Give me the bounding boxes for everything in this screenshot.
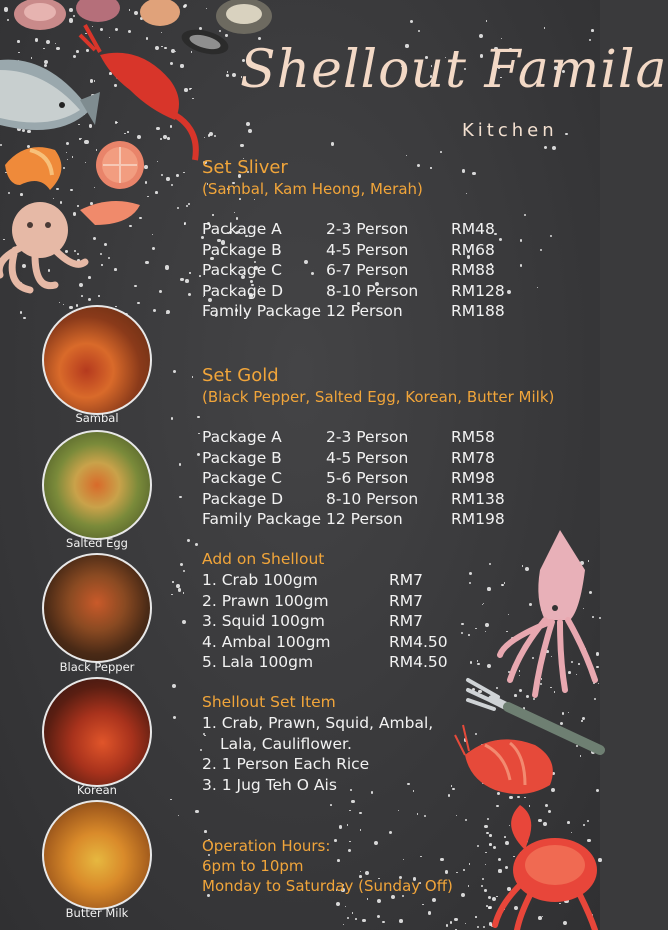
package-persons: 4-5 Person [326,240,409,259]
speckle-dot [540,249,542,251]
package-price: RM98 [451,469,495,487]
speckle-dot [520,239,522,241]
speckle-dot [182,620,186,624]
speckle-dot [477,663,479,665]
speckle-dot [20,311,22,313]
speckle-dot [198,433,200,435]
speckle-dot [537,287,538,288]
speckle-dot [197,453,200,456]
operation-hours-time: 6pm to 10pm [202,857,304,875]
speckle-dot [197,416,199,418]
speckle-dot [489,563,491,565]
package-name: Package A [202,220,282,238]
speckle-dot [330,804,332,806]
speckle-dot [482,878,485,881]
package-name: Package C [202,469,282,487]
speckle-dot [456,872,457,873]
speckle-dot [115,306,116,307]
speckle-dot [488,896,491,899]
speckle-dot [352,912,354,914]
speckle-dot [446,924,449,927]
addon-price: RM4.50 [389,632,448,651]
speckle-dot [195,810,199,814]
set-item-line: Lala, Cauliflower. [220,735,352,753]
addon-item: 1. Crab 100gm [202,571,318,589]
speckle-dot [348,849,351,852]
speckle-dot [485,852,486,853]
speckle-dot [345,906,346,907]
speckle-dot [240,144,243,147]
speckle-dot [195,543,198,546]
speckle-dot [331,142,335,146]
speckle-dot [360,871,361,872]
dish-label: Korean [77,783,117,797]
speckle-dot [180,563,183,566]
speckle-dot [173,370,176,373]
speckle-dot [347,917,350,920]
speckle-dot [173,716,176,719]
addon-item: 5. Lala 100gm [202,653,314,671]
set-gold-title: Set Gold [202,365,279,386]
speckle-dot [469,582,471,584]
speckle-dot [204,735,206,737]
speckle-dot [472,172,476,176]
speckle-dot [465,923,466,924]
speckle-dot [179,496,182,499]
package-name: Package D [202,281,284,300]
package-price: RM198 [451,510,505,528]
speckle-dot [451,785,453,787]
crab-image [495,795,600,930]
speckle-dot [178,588,181,591]
package-name: Family Package [202,302,322,320]
dish-sambal-image [42,305,152,415]
package-name: Package A [202,428,282,446]
speckle-dot [377,899,381,903]
logo-subtitle: Kitchen [462,120,558,141]
speckle-dot [544,27,546,29]
speckle-dot [359,812,362,815]
speckle-dot [445,870,448,873]
speckle-dot [424,815,426,817]
speckle-dot [351,800,354,803]
package-price: RM58 [451,428,495,446]
set-silver-flavours: (Sambal, Kam Heong, Merah) [202,180,423,198]
dish-black-pepper-image [42,553,152,663]
speckle-dot [360,829,362,831]
speckle-dot [204,830,207,833]
speckle-dot [466,193,467,194]
speckle-dot [389,831,392,834]
package-persons: 12 Person [326,302,403,320]
speckle-dot [398,810,399,811]
package-persons: 2-3 Person [326,220,409,238]
package-persons: 4-5 Person [326,448,409,467]
speckle-dot [462,169,465,172]
speckle-dot [336,902,340,906]
speckle-dot [448,794,451,797]
package-name: Package C [202,261,282,279]
speckle-dot [137,302,140,305]
speckle-dot [450,921,452,923]
addon-price: RM4.50 [389,653,448,671]
speckle-dot [76,304,79,307]
operation-hours-days: Monday to Saturday (Sunday Off) [202,877,453,895]
speckle-dot [461,623,464,626]
speckle-dot [367,898,368,899]
speckle-dot [463,869,465,871]
speckle-dot [432,898,436,902]
speckle-dot [334,839,337,842]
addon-item: 4. Ambal 100gm [202,632,331,651]
speckle-dot [153,309,156,312]
speckle-dot [343,924,344,925]
speckle-dot [192,376,193,377]
speckle-dot [524,214,527,217]
speckle-dot [406,155,407,156]
addon-title: Add on Shellout [202,550,325,568]
dish-label: Black Pepper [59,660,135,674]
speckle-dot [418,30,420,32]
speckle-dot [183,570,185,572]
speckle-dot [428,911,432,915]
speckle-dot [178,815,179,816]
dish-label: Sambal [75,411,119,425]
speckle-dot [475,628,476,629]
speckle-dot [477,845,479,847]
speckle-dot [477,660,479,662]
speckle-dot [483,603,484,604]
speckle-dot [456,815,457,816]
speckle-dot [410,20,413,23]
speckle-dot [552,146,556,150]
speckle-dot [565,133,568,136]
speckle-dot [468,885,469,886]
addon-item: 2. Prawn 100gm [202,591,329,610]
speckle-dot [461,893,465,897]
package-name: Package B [202,448,282,467]
speckle-dot [469,572,472,575]
speckle-dot [469,863,470,864]
speckle-dot [487,818,489,820]
speckle-dot [422,904,423,905]
speckle-dot [461,632,463,634]
speckle-dot [477,926,479,928]
package-price: RM48 [451,220,495,238]
speckle-dot [580,755,582,757]
package-name: Package B [202,240,282,259]
speckle-dot [179,463,182,466]
speckle-dot [520,264,522,266]
speckle-dot [347,824,349,826]
speckle-dot [59,302,60,303]
speckle-dot [23,317,25,319]
speckle-dot [171,417,173,419]
speckle-dot [413,790,415,792]
speckle-dot [176,584,180,588]
speckle-dot [254,199,255,200]
package-persons: 6-7 Person [326,261,409,279]
speckle-dot [337,859,340,862]
speckle-dot [486,832,489,835]
addon-price: RM7 [389,571,424,589]
speckle-dot [544,146,547,149]
set-item-line: 2. 1 Person Each Rice [202,755,370,773]
speckle-dot [475,916,476,917]
speckle-dot [485,864,486,865]
dish-butter-milk-image [42,800,152,910]
package-price: RM138 [451,489,505,508]
speckle-dot [399,919,403,923]
package-price: RM88 [451,261,495,279]
package-persons: 8-10 Person [326,489,419,508]
speckle-dot [485,631,486,632]
dish-korean-image [42,677,152,787]
speckle-dot [417,813,419,815]
speckle-dot [69,306,72,309]
speckle-dot [485,623,489,627]
speckle-dot [377,915,381,919]
speckle-dot [483,926,485,928]
speckle-dot [350,789,352,791]
speckle-dot [403,859,404,860]
speckle-dot [172,581,173,582]
speckle-dot [489,843,492,846]
speckle-dot [482,604,483,605]
speckle-dot [171,594,172,595]
set-silver-title: Set Sliver [202,157,288,178]
speckle-dot [349,841,351,843]
package-persons: 12 Person [326,510,403,528]
speckle-dot [487,587,491,591]
addon-price: RM7 [389,591,424,610]
speckle-dot [382,921,384,923]
speckle-dot [440,151,442,153]
set-item-line: 3. 1 Jug Teh O Ais [202,776,337,794]
set-gold-flavours: (Black Pepper, Salted Egg, Korean, Butter Milk) [202,388,555,406]
speckle-dot [407,783,409,785]
speckle-dot [489,834,492,837]
speckle-dot [362,919,365,922]
speckle-dot [339,825,342,828]
speckle-dot [470,661,473,664]
speckle-dot [507,290,511,294]
set-item-title: Shellout Set Item [202,693,336,711]
addon-item: 3. Squid 100gm [202,612,325,630]
speckle-dot [484,889,487,892]
package-persons: 5-6 Person [326,469,409,487]
package-persons: 8-10 Person [326,281,419,300]
speckle-dot [187,539,190,542]
operation-hours-title: Operation Hours: [202,837,331,855]
speckle-dot [489,922,493,926]
speckle-dot [63,304,65,306]
speckle-dot [304,260,308,264]
set-item-line: 1. Crab, Prawn, Squid, Ambal, [202,714,434,732]
speckle-dot [355,918,357,920]
speckle-dot [349,810,351,812]
speckle-dot [550,235,552,237]
speckle-dot [481,885,483,887]
package-persons: 2-3 Person [326,428,409,446]
speckle-dot [468,634,470,636]
package-name: Package D [202,489,284,508]
speckle-dot [246,122,250,126]
speckle-dot [374,841,378,845]
package-price: RM78 [451,448,495,467]
speckle-dot [166,310,170,314]
speckle-dot [311,272,315,276]
speckle-dot [499,238,502,241]
dish-label: Butter Milk [65,906,129,920]
logo-script-title: Shellout Famila [240,40,668,100]
prawn-image [455,725,565,805]
speckle-dot [484,825,487,828]
package-price: RM188 [451,302,505,320]
package-name: Family Package [202,510,322,528]
dish-salted-egg-image [42,430,152,540]
speckle-dot [170,799,171,800]
speckle-dot [183,592,184,593]
dish-label: Salted Egg [66,536,128,550]
addon-price: RM7 [389,612,424,630]
speckle-dot [501,38,502,39]
speckle-dot [440,858,444,862]
speckle-dot [430,167,431,168]
speckle-dot [371,791,373,793]
package-price: RM128 [451,281,505,300]
speckle-dot [591,29,594,32]
speckle-dot [479,34,483,38]
speckle-dot [200,749,202,751]
speckle-dot [391,895,395,899]
package-price: RM68 [451,240,495,259]
speckle-dot [486,20,488,22]
speckle-dot [417,164,420,167]
speckle-dot [596,789,599,792]
speckle-dot [248,129,252,133]
speckle-dot [465,819,468,822]
speckle-dot [487,664,491,668]
speckle-dot [454,918,458,922]
speckle-dot [172,684,176,688]
speckle-dot [420,856,422,858]
speckle-dot [365,871,369,875]
